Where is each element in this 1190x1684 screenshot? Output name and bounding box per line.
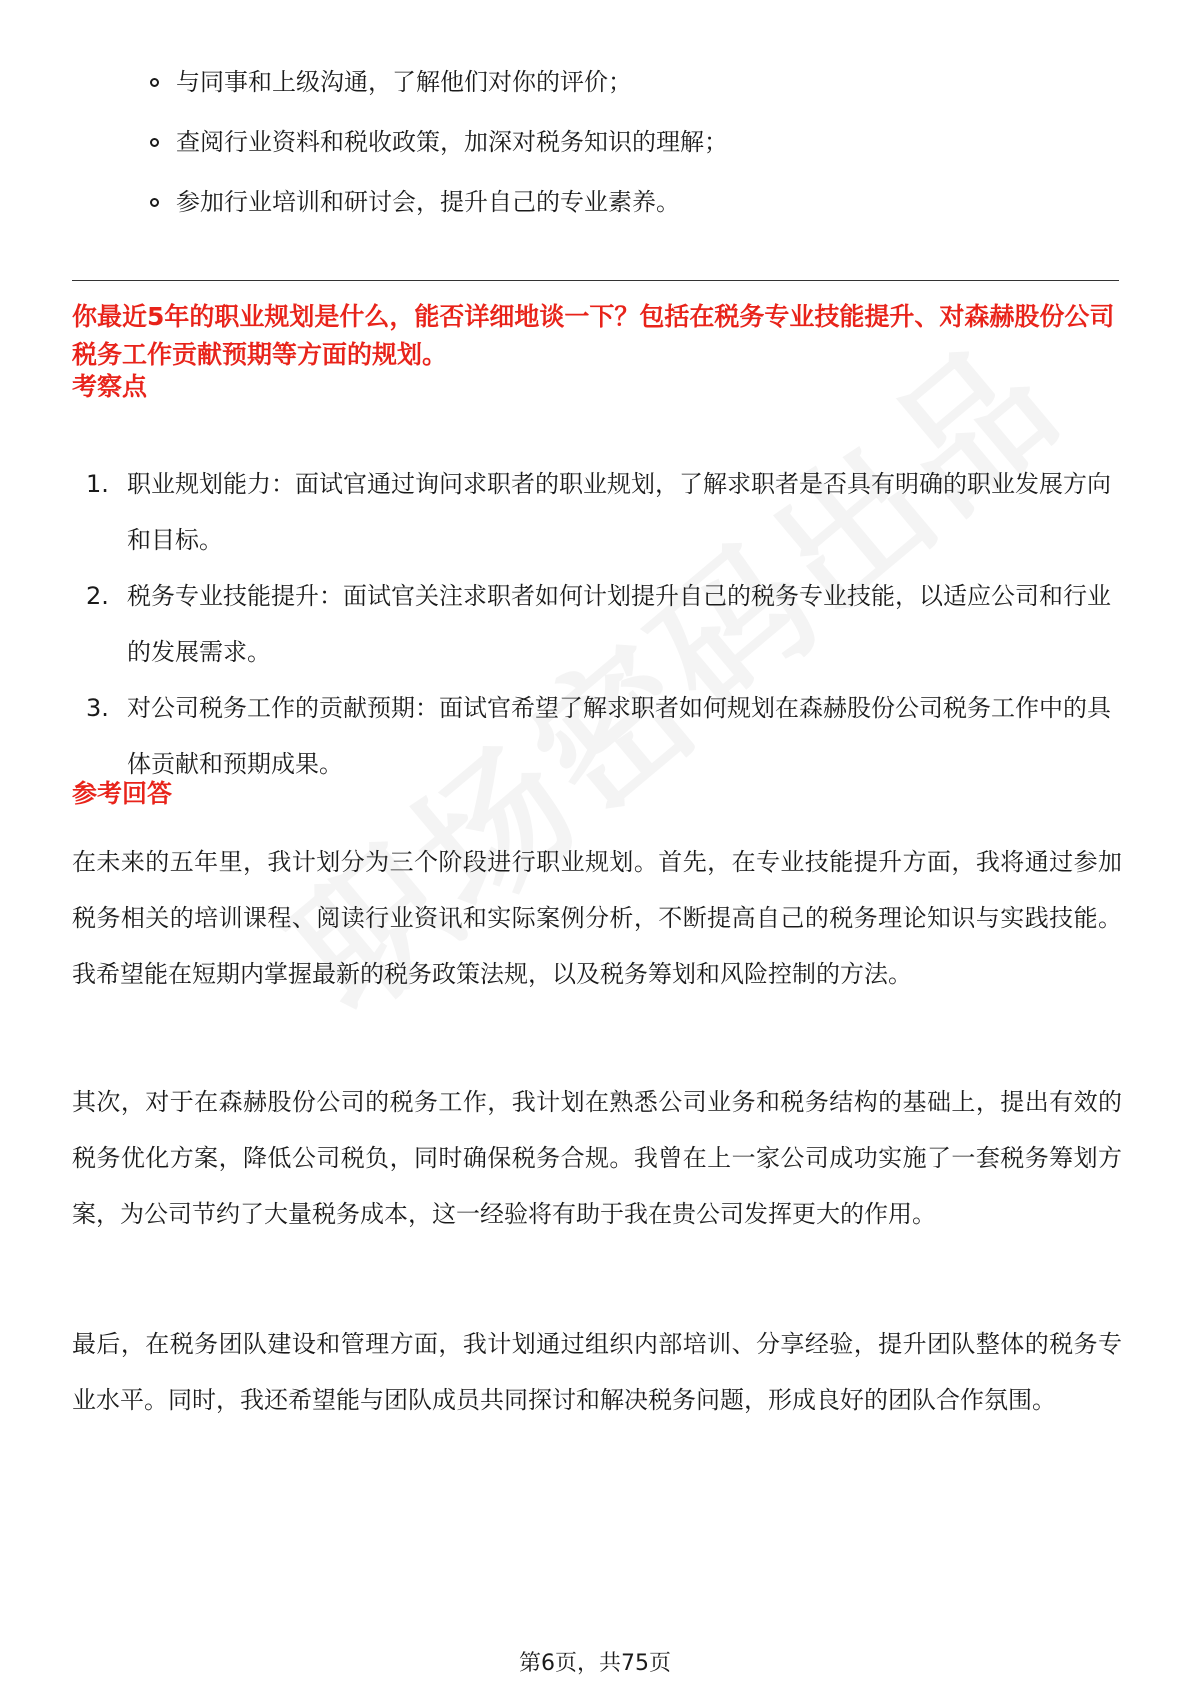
bullet-list	[140, 52, 728, 232]
answer-paragraph: 其次，对于在森赫股份公司的税务工作，我计划在熟悉公司业务和税务结构的基础上，提出有效的税务优化方案，降低公司税负，同时确保税务合规。我曾在上一家公司成功实施了一套税务筹划方案，为公司节约了大量税务成本，这一经验将有助于我在贵公司发挥更大的作用。	[72, 1088, 1122, 1228]
list-item	[72, 456, 1122, 568]
list-item	[140, 52, 728, 112]
section-divider	[72, 280, 1119, 281]
interview-question: 你最近5年的职业规划是什么，能否详细地谈一下？包括在税务专业技能提升、对森赫股份公司税务工作贡献预期等方面的规划。	[72, 302, 1115, 369]
item-text: 职业规划能力：面试官通过询问求职者的职业规划，了解求职者是否具有明确的职业发展方向和目标。	[127, 470, 1111, 554]
circle-bullet-icon	[150, 198, 159, 207]
list-item	[72, 680, 1122, 792]
focus-heading: 考察点	[72, 372, 148, 401]
list-item	[140, 112, 728, 172]
circle-bullet-icon	[150, 78, 159, 87]
answer-paragraph: 在未来的五年里，我计划分为三个阶段进行职业规划。首先，在专业技能提升方面，我将通过参加税务相关的培训课程、阅读行业资讯和实际案例分析，不断提高自己的税务理论知识与实践技能。我希望能在短期内掌握最新的税务政策法规，以及税务筹划和风险控制的方法。	[72, 848, 1122, 988]
circle-bullet-icon	[150, 138, 159, 147]
item-number: 1.	[86, 470, 109, 498]
item-number: 2.	[86, 582, 109, 610]
focus-list	[72, 456, 1122, 792]
page-number: 第6页，共75页	[519, 1651, 671, 1676]
answer-heading: 参考回答	[72, 779, 173, 808]
item-number: 3.	[86, 694, 109, 722]
answer-paragraph: 最后，在税务团队建设和管理方面，我计划通过组织内部培训、分享经验，提升团队整体的税务专业水平。同时，我还希望能与团队成员共同探讨和解决税务问题，形成良好的团队合作氛围。	[72, 1330, 1122, 1414]
list-item	[72, 568, 1122, 680]
item-text: 税务专业技能提升：面试官关注求职者如何计划提升自己的税务专业技能，以适应公司和行业的发展需求。	[127, 582, 1111, 666]
bullet-text: 参加行业培训和研讨会，提升自己的专业素养。	[176, 188, 680, 216]
bullet-text: 与同事和上级沟通，了解他们对你的评价；	[176, 68, 632, 96]
item-text: 对公司税务工作的贡献预期：面试官希望了解求职者如何规划在森赫股份公司税务工作中的具体贡献和预期成果。	[127, 694, 1111, 778]
bullet-text: 查阅行业资料和税收政策，加深对税务知识的理解；	[176, 128, 728, 156]
list-item	[140, 172, 728, 232]
